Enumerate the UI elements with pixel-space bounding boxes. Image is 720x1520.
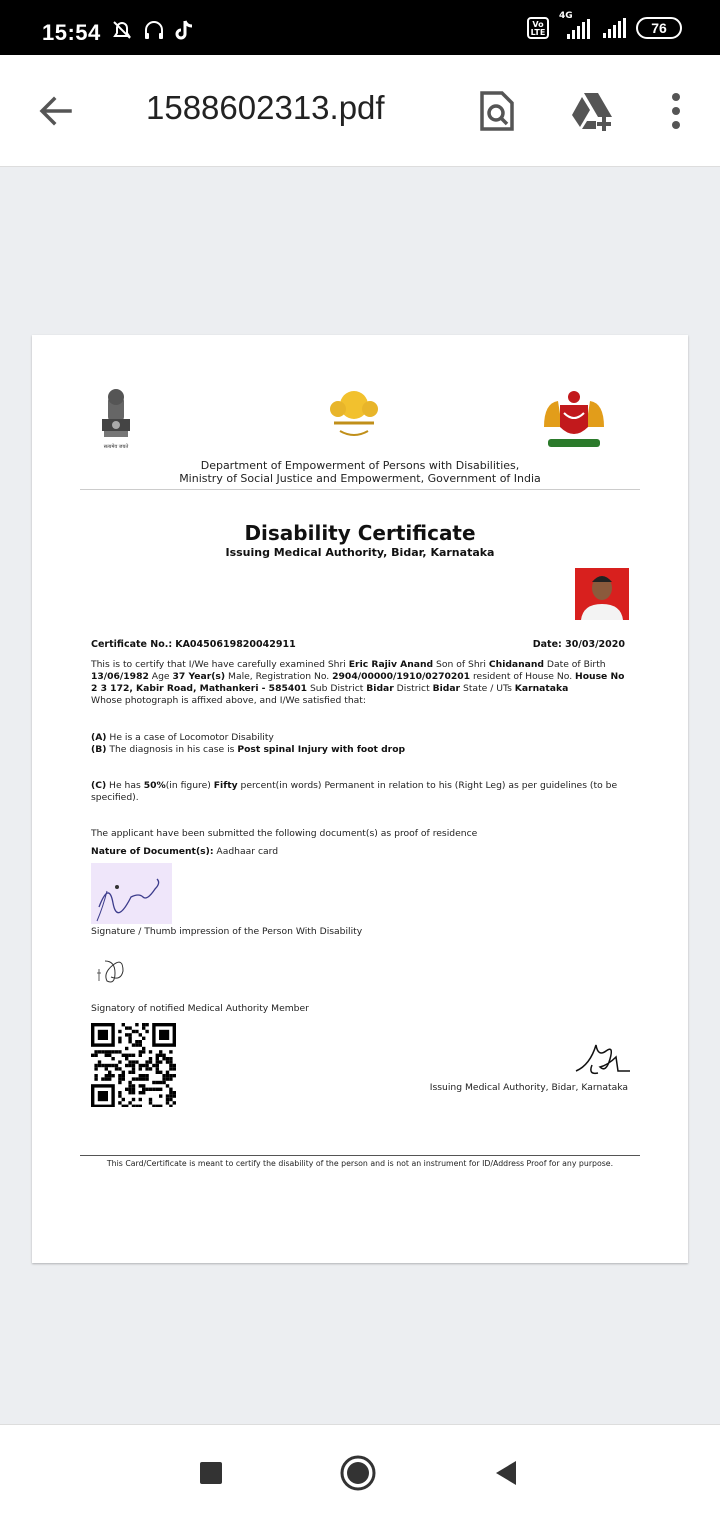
department-logo-icon xyxy=(324,387,384,443)
certificate-date: Date: 30/03/2020 xyxy=(532,639,625,650)
certificate-number: Certificate No.: KA0450619820042911 xyxy=(91,639,296,650)
signal-icon-1 xyxy=(567,19,590,39)
document-nature: Nature of Document(s): Aadhaar card xyxy=(91,846,279,857)
document-title: 1588602313.pdf xyxy=(146,89,385,126)
certificate-subtitle: Issuing Medical Authority, Bidar, Karnataka xyxy=(225,546,495,559)
recents-icon[interactable] xyxy=(200,1462,222,1484)
applicant-photo xyxy=(575,568,629,620)
back-icon[interactable] xyxy=(494,1459,518,1487)
signatory-mark xyxy=(91,945,136,997)
signal-icon-2 xyxy=(603,18,626,38)
headphones-icon xyxy=(142,18,166,42)
authority-signature xyxy=(572,1035,632,1079)
applicant-signature xyxy=(91,863,172,924)
status-time: 15:54 xyxy=(42,20,101,45)
certificate-title: Disability Certificate xyxy=(244,521,476,545)
more-vert-icon[interactable] xyxy=(664,91,688,131)
battery-level: 76 xyxy=(651,20,667,36)
status-bar xyxy=(0,0,720,55)
app-bar xyxy=(0,55,720,167)
qr-code xyxy=(91,1023,176,1107)
alarm-off-icon xyxy=(110,18,134,42)
issuing-authority: Issuing Medical Authority, Bidar, Karnataka xyxy=(429,1082,628,1093)
signature-caption: Signature / Thumb impression of the Person With Disability xyxy=(91,926,363,937)
network-4g: 4G xyxy=(559,17,593,39)
svg-text:सत्यमेव जयते: सत्यमेव जयते xyxy=(103,444,129,450)
disability-percentage: (C) He has 50%(in figure) Fifty percent(in words) Permanent in relation to his (Right Leg) as per guidelines (to be specified). xyxy=(91,780,618,803)
navigation-bar xyxy=(0,1424,720,1520)
national-emblem-icon xyxy=(94,387,138,453)
certification-paragraph: This is to certify that I/We have carefully examined Shri Eric Rajiv Anand Son of Shri Chidanand Date of Birth 13/06/1982 Age 37 Year(s) Male, Registration No. 2904/00000/1910/0270201 resident of House No. House No 2 3 172, Kabir Road, Mathankeri - 585401 Sub District Bidar District Bidar State / UTs Karnataka Whose photograph is affixed above, and I/We satisfied that: xyxy=(91,659,625,706)
footer-divider xyxy=(80,1155,640,1156)
search-in-document-icon[interactable] xyxy=(476,89,516,133)
signatory-caption: Signatory of notified Medical Authority Member xyxy=(91,1003,309,1014)
battery-icon xyxy=(636,17,682,39)
notification-icons xyxy=(110,18,196,42)
disability-type: (A) He is a case of Locomotor Disability (B) The diagnosis in his case is Post spinal Injury with foot drop xyxy=(91,732,406,755)
home-icon[interactable] xyxy=(340,1455,376,1491)
karnataka-emblem-icon xyxy=(534,387,614,453)
volte-icon: Vo LTE xyxy=(527,17,549,39)
status-right xyxy=(527,11,682,39)
back-arrow-icon[interactable] xyxy=(36,91,76,131)
department-heading: Department of Empowerment of Persons with Disabilities, Ministry of Social Justice and Empowerment, Government of India xyxy=(179,459,541,485)
residence-proof-text: The applicant have been submitted the following document(s) as proof of residence xyxy=(91,828,478,839)
pdf-page xyxy=(32,335,688,1263)
footer-note: This Card/Certificate is meant to certify the disability of the person and is not an instrument for ID/Address Proof for any purpose. xyxy=(106,1159,614,1168)
divider xyxy=(80,489,640,490)
tiktok-icon xyxy=(174,18,196,42)
add-to-drive-icon[interactable] xyxy=(568,89,616,133)
